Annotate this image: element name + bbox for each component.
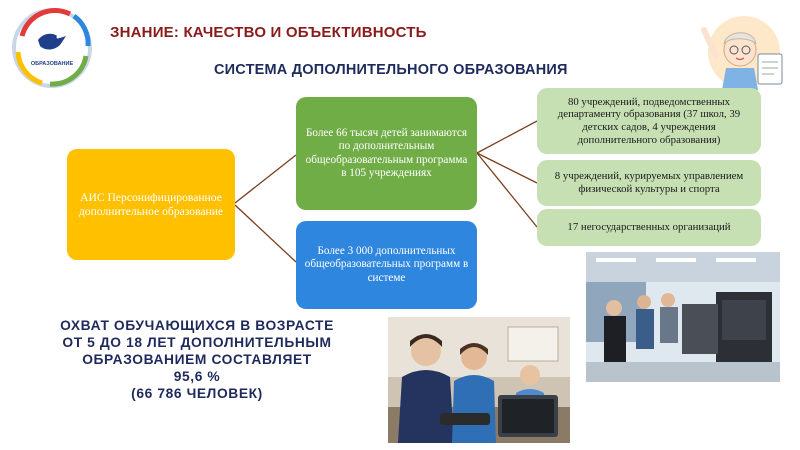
coverage-people: (66 786 ЧЕЛОВЕК) [131, 386, 263, 402]
coverage-percent: 95,6 % [173, 369, 221, 385]
ais-box [67, 149, 235, 260]
children-count-label: Более 66 тысяч детей занимаются по дополнительным общеобразовательным программа в 105 учреждениях [305, 127, 468, 179]
connector-ais-children [235, 155, 296, 203]
institutions-80-box [537, 88, 761, 154]
connector-ais-programs [235, 205, 296, 262]
children-count-box [296, 97, 477, 210]
coverage-line-2: ОТ 5 ДО 18 ЛЕТ ДОПОЛНИТЕЛЬНЫМ [62, 335, 332, 351]
programs-count-box [296, 221, 477, 309]
coverage-statement [28, 317, 366, 402]
logo-text: ОБРАЗОВАНИЕ [30, 61, 74, 67]
photo-children-laptop [388, 317, 570, 443]
connector-children-8 [477, 153, 537, 183]
institutions-80-label: 80 учреждений, подведомственных департаменту образования (37 школ, 39 детских садов, 4 учреждения дополнительного образования) [557, 95, 741, 146]
institutions-8-label: 8 учреждений, курируемых управлением физической культуры и спорта [554, 170, 744, 195]
connector-children-17 [477, 153, 537, 227]
coverage-line-3: ОБРАЗОВАНИЕМ СОСТАВЛЯЕТ [82, 352, 312, 368]
non-state-17-box [537, 209, 761, 246]
programs-count-label: Более 3 000 дополнительных общеобразовательных программ в системе [304, 245, 469, 284]
connector-children-80 [477, 121, 537, 153]
coverage-line-1: ОХВАТ ОБУЧАЮЩИХСЯ В ВОЗРАСТЕ [60, 318, 334, 333]
photo-lab-classroom [586, 252, 780, 382]
institutions-8-box [537, 160, 761, 206]
child-illustration [696, 10, 788, 92]
page-title: ЗНАНИЕ: КАЧЕСТВО И ОБЪЕКТИВНОСТЬ [110, 24, 427, 41]
education-logo [10, 6, 94, 90]
non-state-17-label: 17 негосударственных организаций [567, 221, 731, 234]
section-subtitle: СИСТЕМА ДОПОЛНИТЕЛЬНОГО ОБРАЗОВАНИЯ [214, 62, 568, 78]
ais-label: АИС Персонифицированное дополнительное образование [78, 190, 224, 218]
